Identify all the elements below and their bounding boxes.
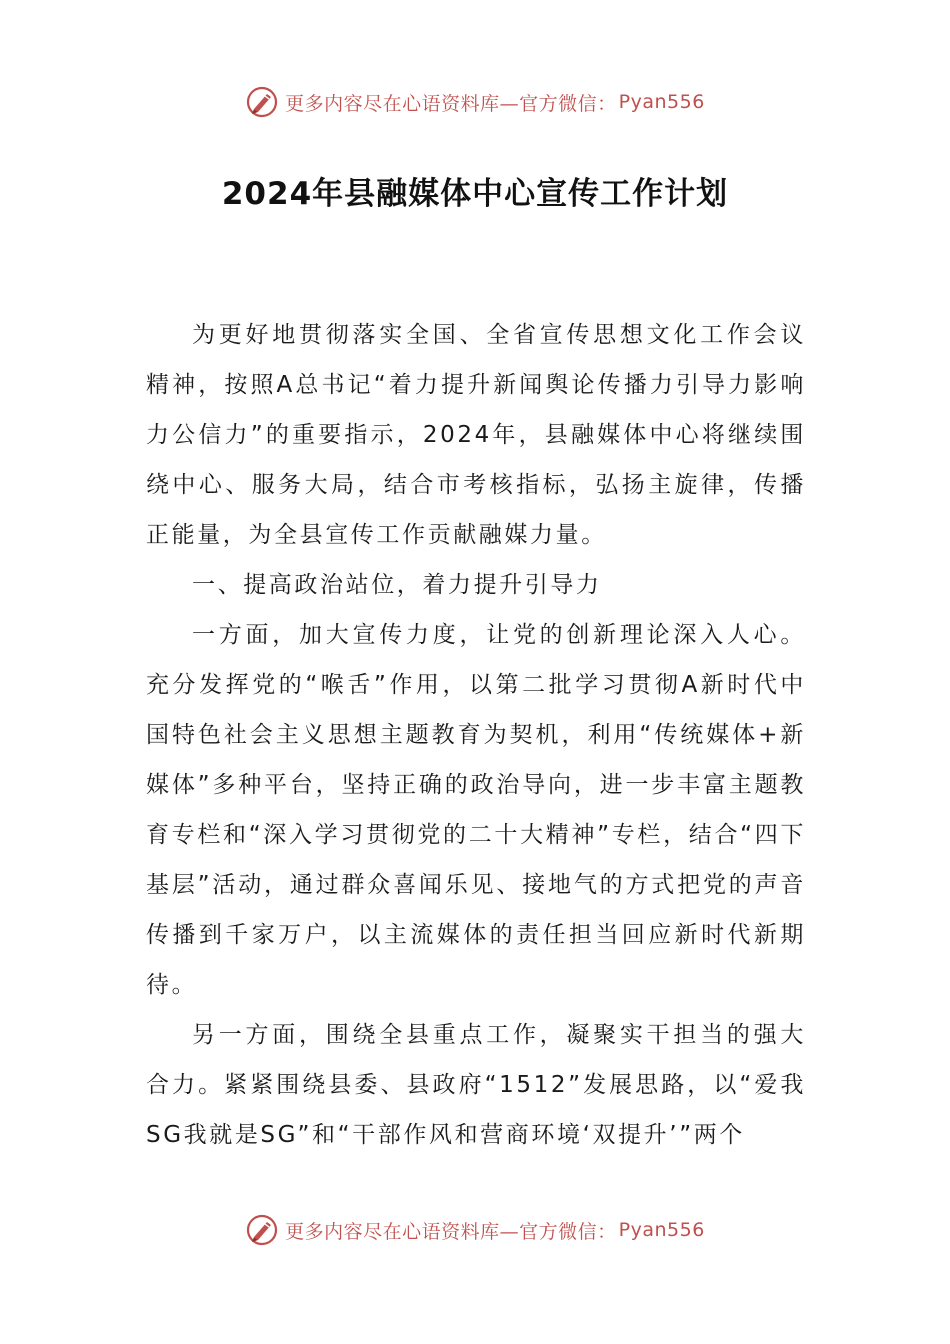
- watermark-text: 更多内容尽在心语资料库—官方微信：: [285, 92, 617, 115]
- watermark-handle: Pyan556: [618, 1219, 705, 1241]
- pen-logo-icon: [245, 85, 279, 119]
- document-title: 2024年县融媒体中心宣传工作计划: [221, 176, 729, 212]
- paragraph-1: 一方面，加大宣传力度，让党的创新理论深入人心。充分发挥党的“喉舌”作用，以第二批学习贯彻A新时代中国特色社会主义思想主题教育为契机，利用“传统媒体+新媒体”多种平台，坚持正确的政治导向，进一步丰富主题教育专栏和“深入学习贯彻党的二十大精神”专栏，结合“四下基层”活动，通过群众喜闻乐见、接地气的方式把党的声音传播到千家万户，以主流媒体的责任担当回应新时代新期待。: [146, 622, 806, 998]
- watermark-handle: Pyan556: [618, 91, 705, 113]
- watermark-banner-bottom: [0, 1210, 950, 1250]
- paragraph-2: 另一方面，围绕全县重点工作，凝聚实干担当的强大合力。紧紧围绕县委、县政府“1512”发展思路，以“爱我SG我就是SG”和“干部作风和营商环境‘双提升’”两个: [146, 1022, 806, 1148]
- paragraph-intro: 为更好地贯彻落实全国、全省宣传思想文化工作会议精神，按照A总书记“着力提升新闻舆论传播力引导力影响力公信力”的重要指示，2024年，县融媒体中心将继续围绕中心、服务大局，结合市考核指标，弘扬主旋律，传播正能量，为全县宣传工作贡献融媒力量。: [146, 322, 806, 548]
- document-body: [146, 310, 806, 1160]
- pen-logo-icon: [245, 1213, 279, 1247]
- section-heading-1: 一、提高政治站位，着力提升引导力: [192, 572, 602, 598]
- watermark-banner-top: [0, 82, 950, 122]
- watermark-text: 更多内容尽在心语资料库—官方微信：: [285, 1220, 617, 1243]
